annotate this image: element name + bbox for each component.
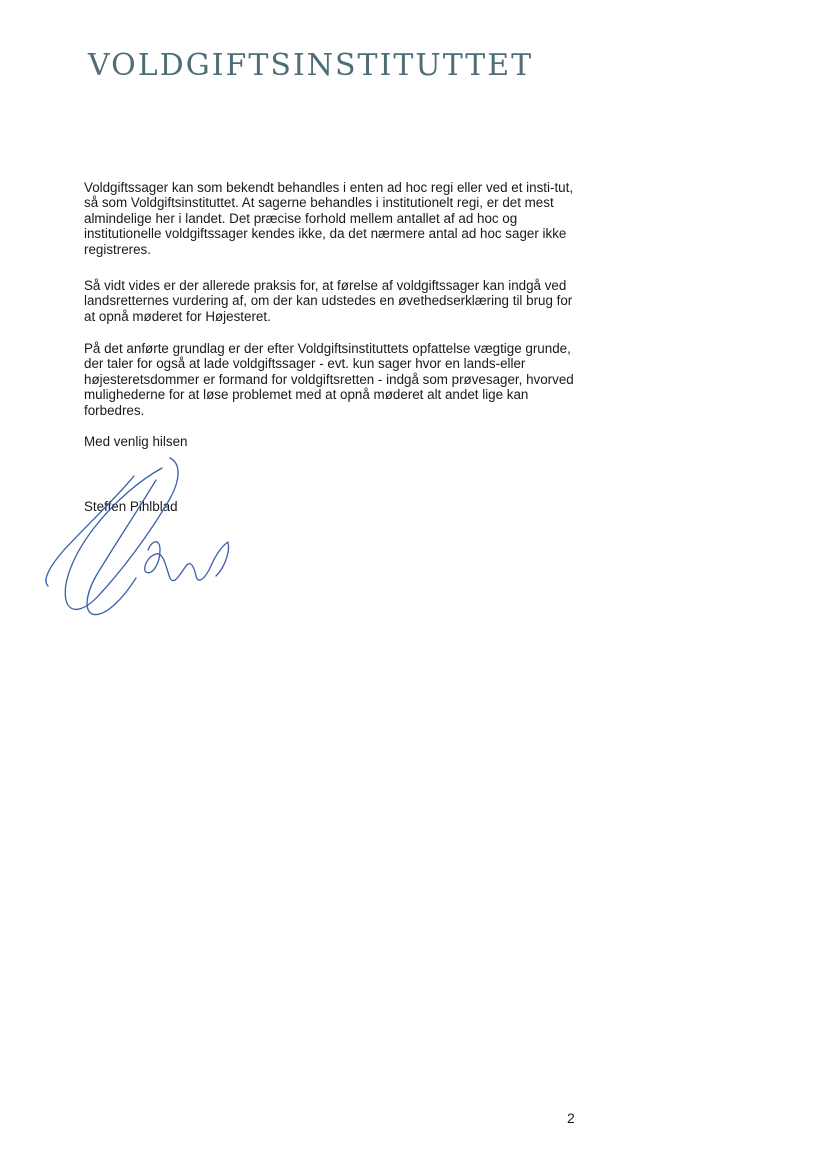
page-number: 2 (567, 1110, 575, 1126)
letterhead-title: VOLDGIFTSINSTITUTTET (88, 48, 534, 83)
body-paragraph-1: Voldgiftssager kan som bekendt behandles i enten ad hoc regi eller ved et insti-tut, så som Voldgiftsinstituttet. At sagerne behandles i institutionelt regi, er det mest almindelige her i landet. Det præcise forhold mellem antallet af ad hoc og institutionelle voldgiftssager kendes ikke, da det nærmere antal ad hoc sager ikke registreres. (84, 180, 574, 257)
body-paragraph-2: Så vidt vides er der allerede praksis for, at førelse af voldgiftssager kan indgå ved landsretternes vurdering af, om der kan udstedes en øvethedserklæring til brug for at opnå møderet for Højesteret. (84, 278, 573, 324)
signer-name: Steffen Pihlblad (84, 499, 178, 514)
body-paragraph-3: På det anførte grundlag er der efter Voldgiftsinstituttets opfattelse vægtige grunde, der taler for også at lade voldgiftssager - evt. kun sager hvor en lands-eller højesteretsdommer er formand for voldgiftsretten - indgå som prøvesager, hvorved mulighederne for at løse problemet med at opnå møderet alt andet lige kan forbedres. (84, 341, 574, 418)
handwritten-signature (30, 450, 240, 625)
closing-greeting: Med venlig hilsen (84, 434, 188, 449)
